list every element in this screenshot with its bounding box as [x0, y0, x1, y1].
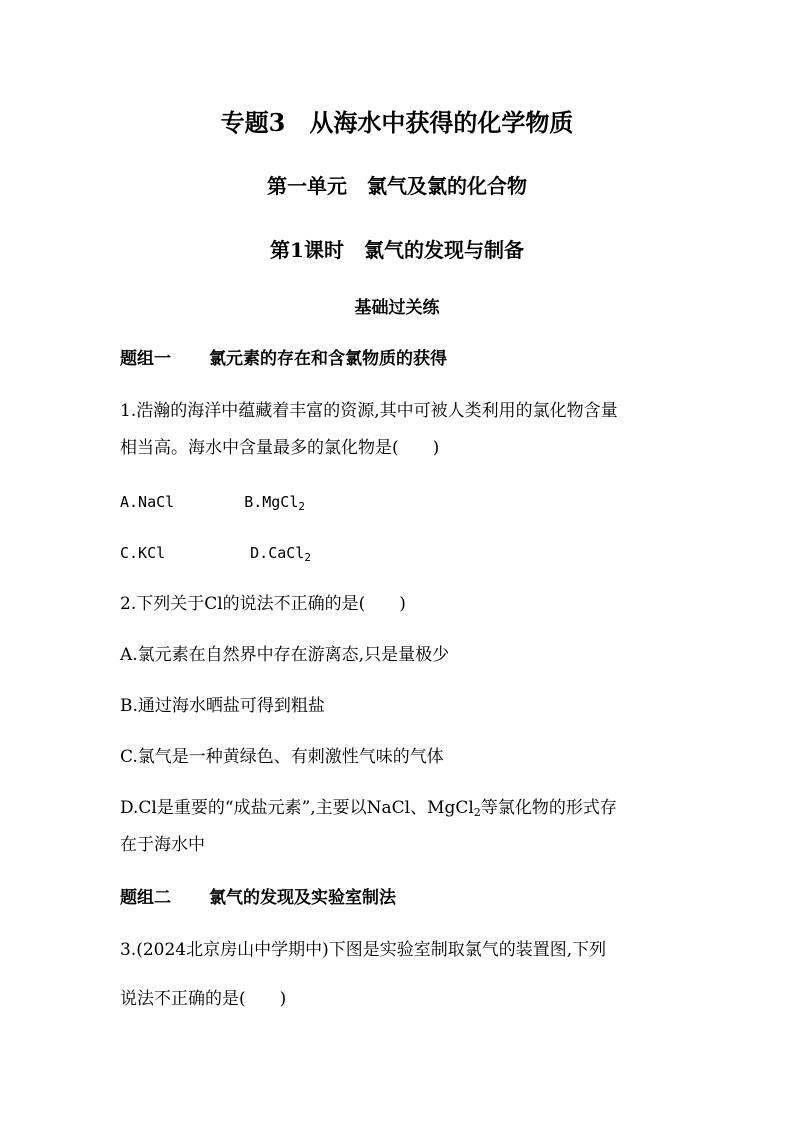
- option-a: A.NaCl: [120, 493, 175, 511]
- question-1-stem-line-2: 相当高。海水中含量最多的氯化物是( ): [120, 438, 440, 458]
- question-2-option-b: B.通过海水晒盐可得到粗盐: [120, 696, 325, 716]
- question-2-option-c: C.氯气是一种黄绿色、有刺激性气味的气体: [120, 747, 444, 767]
- group-label: 题组二: [120, 888, 171, 908]
- question-2-option-d: [120, 797, 617, 819]
- unit-title: 第一单元 氯气及氯的化合物: [267, 174, 527, 198]
- topic-title: 专题3 从海水中获得的化学物质: [220, 108, 574, 137]
- option-b-text: B.MgCl: [244, 493, 299, 511]
- option-c: C.KCl: [120, 544, 166, 562]
- subscript: 2: [298, 500, 305, 513]
- lesson-title: 第1课时 氯气的发现与制备: [270, 238, 524, 262]
- section-title: 基础过关练: [354, 298, 440, 318]
- question-2-stem: 2.下列关于Cl的说法不正确的是( ): [120, 594, 406, 614]
- group-heading-2: [120, 887, 396, 909]
- group-title: 氯元素的存在和含氯物质的获得: [209, 349, 447, 369]
- group-title: 氯气的发现及实验室制法: [209, 888, 396, 908]
- question-1-options-row-1: [120, 491, 305, 513]
- option-d: [250, 544, 311, 562]
- subscript: 2: [473, 806, 481, 819]
- question-2-option-a: A.氯元素在自然界中存在游离态,只是量极少: [120, 645, 450, 665]
- question-1-stem-line-1: 1.浩瀚的海洋中蕴藏着丰富的资源,其中可被人类利用的氯化物含量: [120, 401, 618, 421]
- option-d-text-2: 等氯化物的形式存: [480, 798, 617, 818]
- question-3-stem-line-2: 说法不正确的是( ): [120, 989, 287, 1009]
- question-2-option-d-line-2: 在于海水中: [120, 835, 205, 855]
- group-heading-1: [120, 348, 447, 370]
- option-b: [244, 493, 305, 511]
- group-label: 题组一: [120, 349, 171, 369]
- option-d-text: D.CaCl: [250, 544, 305, 562]
- question-3-stem-line-1: 3.(2024北京房山中学期中)下图是实验室制取氯气的装置图,下列: [120, 940, 607, 960]
- subscript: 2: [304, 551, 311, 564]
- option-d-text-1: D.Cl是重要的“成盐元素”,主要以NaCl、MgCl: [120, 798, 474, 818]
- question-1-options-row-2: [120, 542, 311, 564]
